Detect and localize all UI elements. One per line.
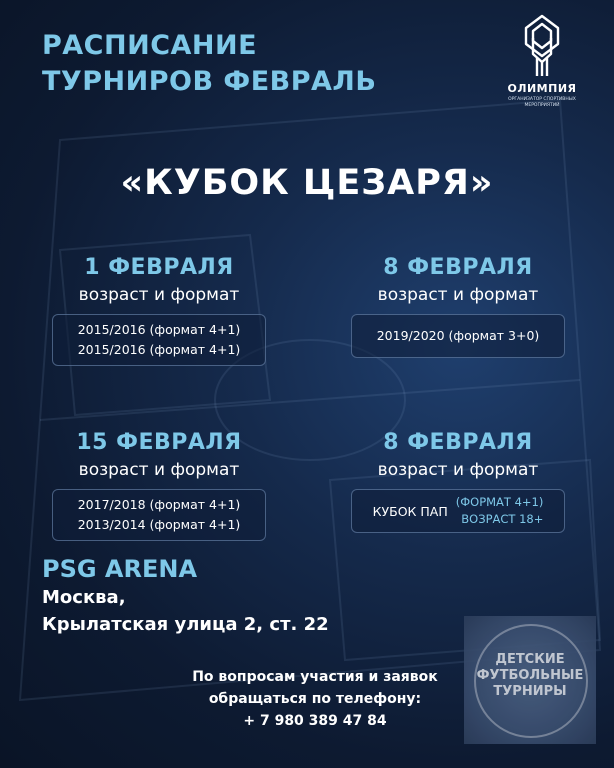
kids-football-badge bbox=[464, 616, 596, 744]
event-feb-8-a bbox=[343, 254, 573, 358]
event-feb-15 bbox=[44, 429, 274, 541]
venue-city: Москва, bbox=[42, 587, 126, 608]
event-date: 8 ФЕВРАЛЯ bbox=[383, 430, 533, 455]
event-format: (ФОРМАТ 4+1) bbox=[455, 495, 544, 509]
event-subtitle: возраст и формат bbox=[377, 460, 539, 480]
contact-line: обращаться по телефону: bbox=[208, 691, 422, 707]
event-format-line: 2015/2016 (формат 4+1) bbox=[77, 342, 241, 357]
logo-name: ОЛИМПИЯ bbox=[507, 82, 577, 95]
event-format-line: 2013/2014 (формат 4+1) bbox=[77, 517, 241, 532]
event-subtitle: возраст и формат bbox=[377, 285, 539, 305]
event-date: 8 ФЕВРАЛЯ bbox=[383, 255, 533, 280]
venue-block bbox=[42, 554, 329, 638]
badge-line: ТУРНИРЫ bbox=[493, 684, 567, 699]
event-subtitle: возраст и формат bbox=[78, 285, 240, 305]
venue-address: Крылатская улица 2, ст. 22 bbox=[42, 614, 329, 635]
olympia-torch-logo-icon bbox=[520, 14, 564, 78]
event-format-line: 2017/2018 (формат 4+1) bbox=[77, 497, 241, 512]
olympia-logo bbox=[500, 14, 584, 109]
event-cup-name: КУБОК ПАП bbox=[372, 503, 448, 519]
event-format-line: 2019/2020 (формат 3+0) bbox=[376, 328, 540, 343]
event-formats bbox=[52, 314, 266, 366]
badge-line: ФУТБОЛЬНЫЕ bbox=[476, 668, 584, 683]
cup-title: «КУБОК ЦЕЗАРЯ» bbox=[120, 163, 494, 203]
event-date: 1 ФЕВРАЛЯ bbox=[84, 255, 234, 280]
badge-line: ДЕТСКИЕ bbox=[495, 652, 565, 667]
event-formats bbox=[351, 314, 565, 358]
event-subtitle: возраст и формат bbox=[78, 460, 240, 480]
title-line-1: РАСПИСАНИЕ bbox=[42, 30, 258, 61]
event-date: 15 ФЕВРАЛЯ bbox=[76, 430, 242, 455]
event-format-line: 2015/2016 (формат 4+1) bbox=[77, 322, 241, 337]
page-title bbox=[42, 28, 376, 100]
event-feb-1 bbox=[44, 254, 274, 366]
event-age: ВОЗРАСТ 18+ bbox=[461, 512, 544, 526]
event-formats bbox=[351, 489, 565, 533]
contact-phone: + 7 980 389 47 84 bbox=[243, 713, 387, 729]
event-feb-8-b bbox=[343, 429, 573, 533]
venue-name: PSG ARENA bbox=[42, 555, 198, 583]
event-details bbox=[456, 494, 544, 528]
contact-block bbox=[170, 666, 460, 732]
badge-text bbox=[464, 652, 596, 700]
event-formats bbox=[52, 489, 266, 541]
logo-tagline: ОРГАНИЗАТОР СПОРТИВНЫХ МЕРОПРИЯТИЙ bbox=[508, 97, 576, 108]
title-line-2: ТУРНИРОВ ФЕВРАЛЬ bbox=[42, 66, 377, 97]
contact-line: По вопросам участия и заявок bbox=[192, 669, 438, 685]
